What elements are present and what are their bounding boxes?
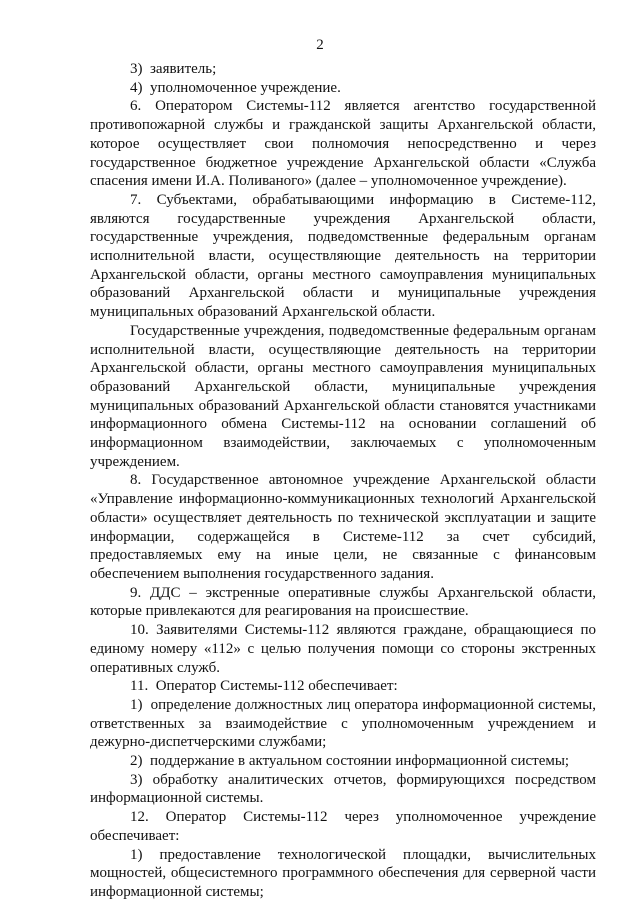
paragraph-12: 12. Оператор Системы-112 через уполномоченное учреждение обеспечивает:	[90, 809, 596, 844]
paragraph-7: 7. Субъектами, обрабатывающими информацию в Системе-112, являются государственные учреждения Архангельской области, государственные учреждения, подведомственные федеральным органам исполнительной власти, осуществляющие деятельность на территории Архангельской области, органы местного самоуправления муниципальных образований Архангельской области и муниципальные учреждения муниципальных образований Архангельской области.	[90, 191, 596, 321]
paragraph-9: 9. ДДС – экстренные оперативные службы Архангельской области, которые привлекаются для реагирования на происшествие.	[90, 584, 596, 620]
paragraph-12-item-1: 1) предоставление технологической площадки, вычислительных мощностей, общесистемного программного обеспечения для серверной части информационной системы;	[90, 846, 596, 900]
paragraph-7-continuation: Государственные учреждения, подведомственные федеральным органам исполнительной власти, осуществляющие деятельность на территории Архангельской области, органы местного самоуправления муниципальных образований Архангельской области, муниципальные учреждения муниципальных образований Архангельской области становятся участниками информационного обмена Системы-112 на основании соглашений об информационном взаимодействии, заключаемых с уполномоченным учреждением.	[90, 322, 596, 470]
paragraph-11-item-2: 2) поддержание в актуальном состоянии информационной системы;	[130, 753, 570, 770]
paragraph-11-item-1: 1) определение должностных лиц оператора информационной системы, ответственных за взаимодействие с уполномоченным учреждением и дежурно-диспетчерскими службами;	[90, 696, 596, 751]
list-item-authorized-institution: 4) уполномоченное учреждение.	[130, 79, 341, 96]
paragraph-11: 11. Оператор Системы-112 обеспечивает:	[130, 678, 398, 695]
paragraph-11-item-3: 3) обработку аналитических отчетов, формирующихся посредством информационной системы.	[90, 771, 596, 807]
page-number: 2	[316, 37, 324, 53]
paragraph-10: 10. Заявителями Системы-112 являются граждане, обращающиеся по единому номеру «112» с целью получения помощи со стороны экстренных оперативных служб.	[90, 622, 596, 676]
paragraph-6: 6. Оператором Системы-112 является агентство государственной противопожарной службы и гражданской защиты Архангельской области, которое осуществляет свои полномочия непосредственно и через государственное бюджетное учреждение Архангельской области «Служба спасения имени И.А. Поливаного» (далее – уполномоченное учреждение).	[90, 98, 596, 190]
list-item-applicant: 3) заявитель;	[130, 61, 217, 77]
paragraph-8: 8. Государственное автономное учреждение Архангельской области «Управление информационно-коммуникационных технологий Архангельской области» осуществляет деятельность по технической эксплуатации и защите информации, содержащейся в Системе-112 за счет субсидий, предоставляемых ему на иные цели, не связанные с финансовым обеспечением выполнения государственного задания.	[90, 472, 596, 582]
document-body	[90, 60, 596, 902]
